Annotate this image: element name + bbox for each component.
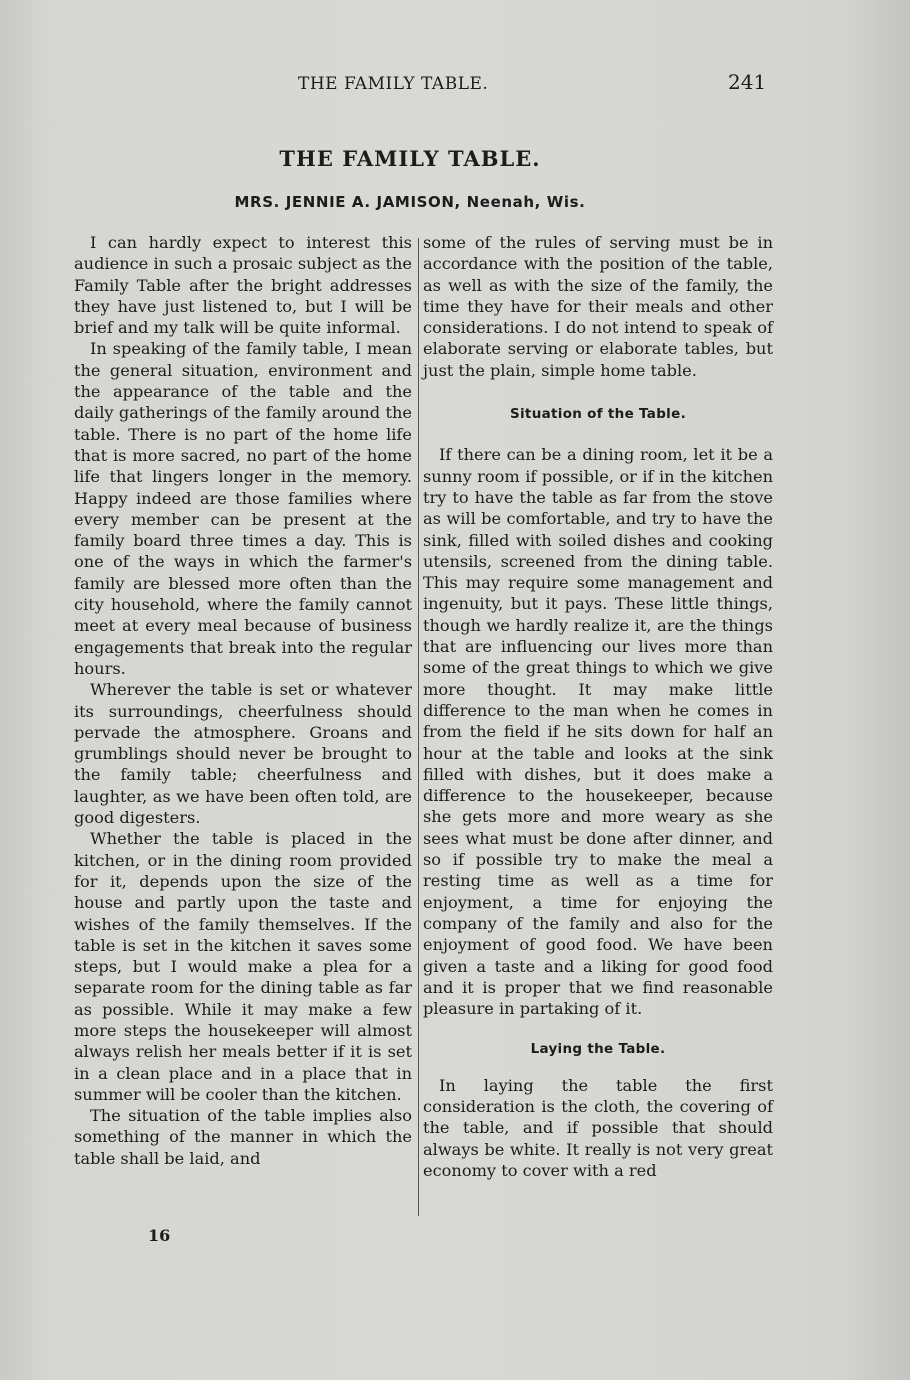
- column-divider: [418, 238, 419, 1216]
- article-title: THE FAMILY TABLE.: [279, 146, 541, 171]
- paragraph-continued: some of the rules of serving must be in accordance with the position of the table, as well as with the size of the family, the time they have for their meals and other considerations. I do not intend to speak of elaborate serving or elaborate tables, but just the plain, simple home table.: [423, 233, 773, 380]
- page-number: 241: [728, 70, 767, 94]
- section-heading-laying: Laying the Table.: [530, 1041, 666, 1058]
- paragraph: Wherever the table is set or whatever its surroundings, cheerfulness should pervade the atmosphere. Groans and grumblings should never be brought to the family table; cheerfulness and laughter, as we have been often told, are good digesters.: [74, 680, 412, 828]
- signature-mark: 16: [148, 1226, 171, 1245]
- left-column: [74, 232, 412, 1169]
- paragraph: If there can be a dining room, let it be a sunny room if possible, or if in the kitchen try to have the table as far from the stove as will be comfortable, and try to have the sink, filled with soiled dishes and cooking utensils, screened from the dining table. This may require some management and ingenuity, but it pays. These little things, though we hardly realize it, are the things that are influencing our lives more than some of the great things to which we give more thought. It may make little difference to the man when he comes in from the field if he sits down for half an hour at the table and looks at the sink filled with dishes, but it does make a difference to the housekeeper, because she gets more and more weary as she sees what must be done after dinner, and so if possible try to make the meal a resting time as well as a time for enjoyment, a time for enjoying the company of the family and also for the enjoyment of good food. We have been given a taste and a liking for good food and it is proper that we find reasonable pleasure in partaking of it.: [423, 445, 773, 1019]
- paragraph: The situation of the table implies also something of the manner in which the table shall be laid, and: [74, 1106, 412, 1168]
- article-author: MRS. JENNIE A. JAMISON, Neenah, Wis.: [234, 193, 586, 211]
- paragraph: In speaking of the family table, I mean the general situation, environment and the appearance of the table and the daily gatherings of the family around the table. There is no part of the home life that is more sacred, no part of the home life that lingers longer in the memory. Happy indeed are those families where every member can be present at the family board three times a day. This is one of the ways in which the farmer's family are blessed more often than the city household, where the family cannot meet at every meal because of business engagements that break into the regular hours.: [74, 339, 412, 678]
- paragraph: Whether the table is placed in the kitchen, or in the dining room provided for it, depends upon the size of the house and partly upon the taste and wishes of the family themselves. If the table is set in the kitchen it saves some steps, but I would make a plea for a separate room for the dining table as far as possible. While it may make a few more steps the housekeeper will almost always relish her meals better if it is set in a clean place and in a place that in summer will be cooler than the kitchen.: [74, 829, 412, 1104]
- paragraph: I can hardly expect to interest this audience in such a prosaic subject as the Family Table after the bright addresses they have just listened to, but I will be brief and my talk will be quite informal.: [74, 233, 412, 338]
- right-column: [423, 232, 773, 1181]
- paragraph: In laying the table the first consideration is the cloth, the covering of the table, and if possible that should always be white. It really is not very great economy to cover with a red: [423, 1075, 773, 1180]
- running-head: THE FAMILY TABLE.: [298, 74, 489, 94]
- section-heading-situation: Situation of the Table.: [509, 406, 686, 423]
